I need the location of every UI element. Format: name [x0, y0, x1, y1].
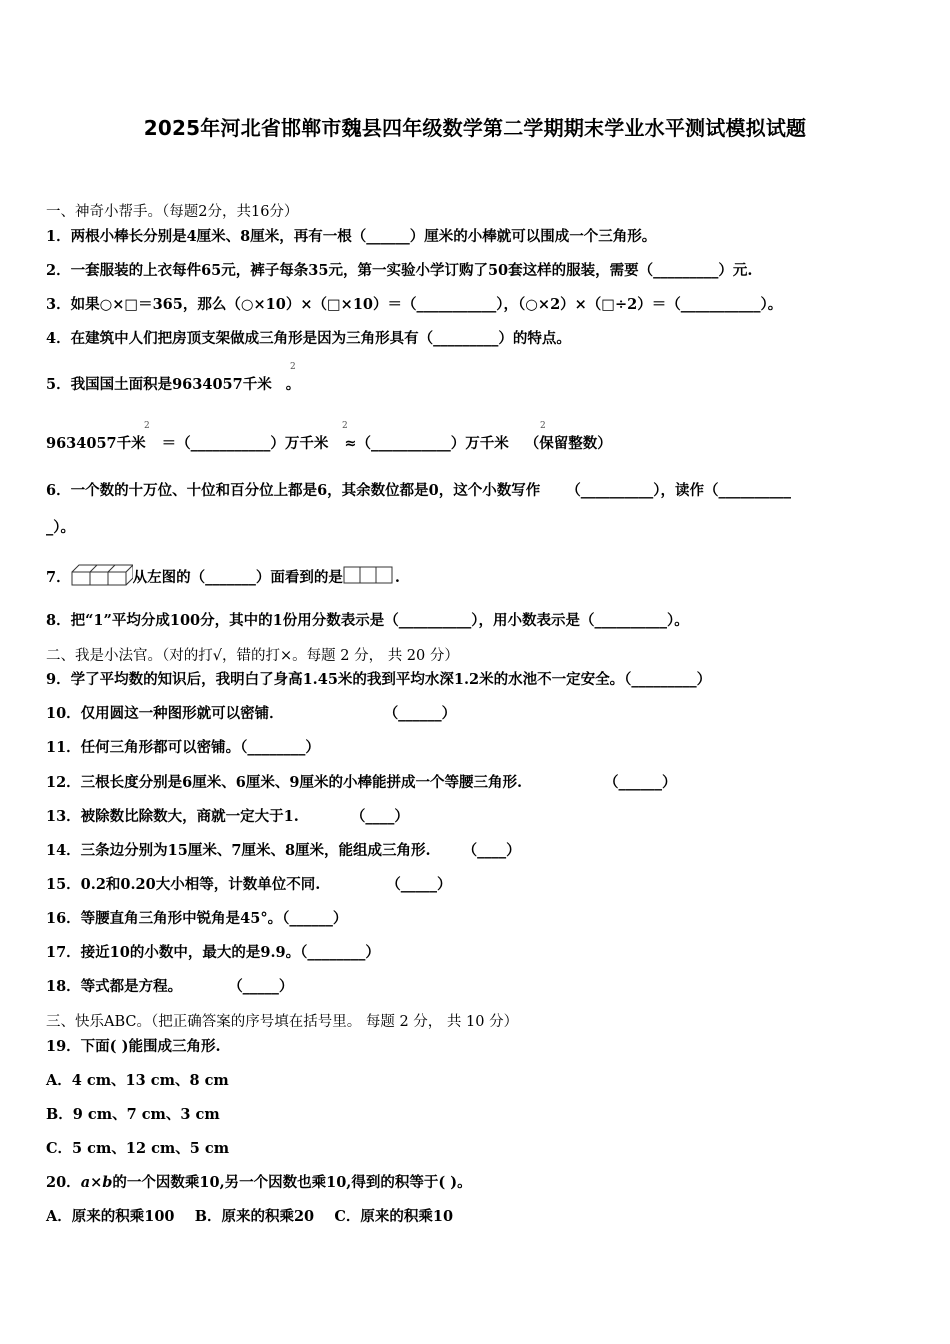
- question-1: 1．两根小棒长分别是4厘米、8厘米，再有一根（______）厘米的小棒就可以围成一个三角形。: [46, 228, 657, 245]
- question-14-blank: （____）: [462, 842, 521, 859]
- page-title: 2025年河北省邯郸市魏县四年级数学第二学期期末学业水平测试模拟试题: [143, 116, 807, 140]
- question-10-text: 10．仅用圆这一种图形就可以密铺．: [46, 705, 284, 722]
- question-6-text: 6．一个数的十万位、十位和百分位上都是6，其余数位都是0，这个小数写作: [46, 482, 541, 499]
- question-7-end: .: [394, 569, 400, 586]
- question-16: 16．等腰直角三角形中锐角是45°。（______）: [46, 910, 348, 927]
- question-5-text: 5．我国国土面积是9634057千米: [46, 376, 272, 393]
- question-13: [46, 807, 409, 827]
- times-sign: ×: [90, 1174, 103, 1191]
- question-17: 17．接近10的小数中，最大的是9.9。（________）: [46, 944, 380, 961]
- superscript-2: 2: [540, 421, 546, 431]
- question-20-options: A．原来的积乘100 B．原来的积乘20 C．原来的积乘10: [46, 1208, 454, 1225]
- question-18: [46, 977, 293, 997]
- three-squares-figure: [343, 566, 395, 584]
- question-10-blank: （______）: [383, 705, 457, 722]
- question-20-number: 20．: [46, 1174, 81, 1191]
- question-14-text: 14．三条边分别为15厘米、7厘米、8厘米，能组成三角形.: [46, 842, 431, 859]
- question-5-note: （保留整数）: [524, 435, 612, 452]
- question-2: 2．一套服装的上衣每件65元，裤子每条35元，第一实验小学订购了50套这样的服装，需要（_________）元.: [46, 262, 753, 279]
- question-14: [46, 841, 521, 861]
- question-12-blank: （______）: [604, 774, 677, 791]
- question-5-blank-2: ≈（___________）万千米: [344, 435, 509, 452]
- question-6-blanks: （__________），读作（__________: [566, 482, 792, 499]
- section3-heading: 三、快乐ABC。（把正确答案的序号填在括号里。 每题 2 分， 共 10 分）: [46, 1014, 519, 1030]
- question-5-line-1: [46, 375, 300, 395]
- superscript-2: 2: [290, 362, 296, 372]
- question-7: [46, 564, 400, 588]
- question-15-text: 15．0.2和0.20大小相等，计数单位不同.: [46, 876, 321, 893]
- question-10: [46, 704, 456, 724]
- question-9: 9．学了平均数的知识后，我明白了身高1.45米的我到平均水深1.2米的水池不一定安全。（_________）: [46, 671, 712, 688]
- question-13-text: 13．被除数比除数大，商就一定大于1.: [46, 808, 299, 825]
- question-5-blank-1: ＝（___________）万千米: [161, 435, 329, 452]
- question-8: 8．把“1”平均分成100分，其中的1份用分数表示是（__________），用小数表示是（__________）。: [46, 612, 689, 629]
- superscript-2: 2: [144, 421, 150, 431]
- question-19-option-b: B．9 cm、7 cm、3 cm: [46, 1106, 220, 1123]
- variable-a: a: [80, 1174, 91, 1191]
- question-18-blank: （_____）: [228, 978, 294, 995]
- question-5-area: 9634057千米: [46, 435, 146, 452]
- question-6-line-2: _）。: [46, 519, 75, 536]
- question-11: 11．任何三角形都可以密铺。（________）: [46, 739, 320, 756]
- question-7-text: 从左图的（_______）面看到的是: [132, 569, 343, 586]
- superscript-2: 2: [342, 421, 348, 431]
- question-19: 19．下面( )能围成三角形.: [46, 1038, 221, 1055]
- question-19-option-c: C．5 cm、12 cm、5 cm: [46, 1140, 230, 1157]
- question-7-number: 7．: [46, 569, 71, 586]
- section1-heading: 一、神奇小帮手。（每题2分，共16分）: [46, 204, 299, 220]
- question-18-text: 18．等式都是方程。: [46, 978, 183, 995]
- question-15: [46, 875, 452, 895]
- question-15-blank: （_____）: [386, 876, 452, 893]
- question-12: [46, 773, 677, 793]
- question-20-text: 的一个因数乘10,另一个因数也乘10,得到的积等于( )。: [112, 1174, 472, 1191]
- question-6-line-1: [46, 481, 791, 501]
- question-5-line-2: [46, 434, 612, 454]
- question-5-end: 。: [285, 376, 301, 393]
- question-4: 4．在建筑中人们把房顶支架做成三角形是因为三角形具有（_________）的特点。: [46, 330, 571, 347]
- question-20: [46, 1173, 472, 1193]
- question-12-text: 12．三根长度分别是6厘米、6厘米、9厘米的小棒能拼成一个等腰三角形.: [46, 774, 522, 791]
- cubes-figure: [71, 564, 133, 586]
- section2-heading: 二、我是小法官。（对的打√，错的打×。每题 2 分， 共 20 分）: [46, 648, 459, 664]
- question-19-option-a: A．4 cm、13 cm、8 cm: [46, 1072, 229, 1089]
- variable-b: b: [102, 1174, 113, 1191]
- question-3: 3．如果○×□＝365，那么（○×10）×（□×10）＝（___________），（○×2）×（□÷2）＝（___________）。: [46, 296, 783, 313]
- question-13-blank: （____）: [350, 808, 409, 825]
